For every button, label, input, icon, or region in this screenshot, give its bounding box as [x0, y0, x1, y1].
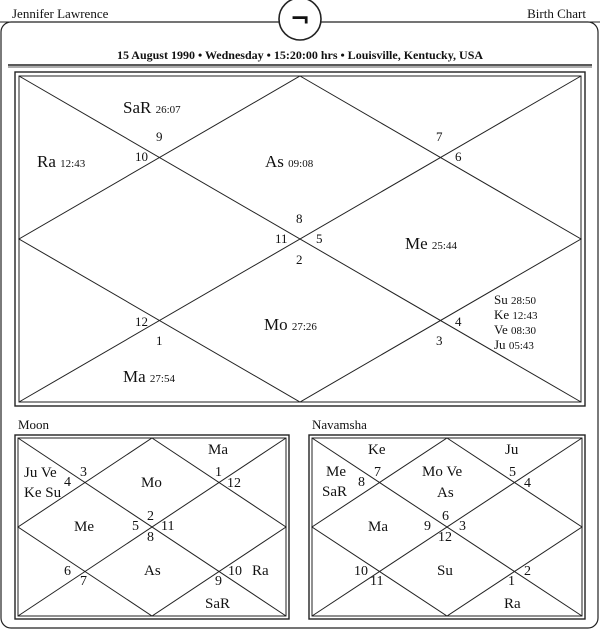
moon-house-number: 1 — [215, 465, 222, 480]
rasi-planet: SaR 26:07 — [123, 98, 181, 117]
rasi-planet: Me 25:44 — [405, 234, 457, 253]
moon-planet: Ra — [252, 563, 269, 579]
moon-house-number: 4 — [64, 475, 71, 490]
navamsha-house-number: 5 — [509, 465, 516, 480]
moon-planet: Ju Ve — [24, 465, 57, 481]
rasi-house-number: 1 — [156, 333, 163, 348]
rasi-planet: Ra 12:43 — [37, 152, 86, 171]
moon-planet: Mo — [141, 475, 162, 491]
rasi-house-number: 8 — [296, 211, 303, 226]
navamsha-planet: Ke — [368, 442, 386, 458]
moon-house-number: 8 — [147, 530, 154, 545]
moon-chart-grid — [14, 434, 290, 620]
rasi-planet: Ve 08:30 — [494, 322, 537, 337]
moon-house-number: 11 — [161, 519, 175, 534]
navamsha-chart-title: Navamsha — [312, 417, 367, 432]
rasi-planet: Ju 05:43 — [494, 337, 534, 352]
birth-details: 15 August 1990 • Wednesday • 15:20:00 hrs • Louisville, Kentucky, USA — [116, 48, 484, 62]
navamsha-chart — [308, 434, 586, 620]
navamsha-house-number: 11 — [370, 574, 384, 589]
moon-planet: Me — [74, 519, 94, 535]
moon-house-number: 5 — [132, 519, 139, 534]
moon-chart-title: Moon — [18, 417, 50, 432]
navamsha-house-number: 9 — [424, 519, 431, 534]
moon-planet: Ma — [208, 442, 228, 458]
navamsha-house-number: 1 — [508, 574, 515, 589]
moon-house-number: 10 — [228, 564, 242, 579]
moon-house-number: 3 — [80, 465, 87, 480]
rasi-house-number: 9 — [156, 129, 163, 144]
rasi-house-number: 4 — [455, 314, 462, 329]
navamsha-house-number: 4 — [524, 476, 531, 491]
navamsha-planet: Ma — [368, 519, 388, 535]
rasi-house-number: 3 — [436, 333, 443, 348]
navamsha-planet: As — [437, 485, 454, 501]
rasi-planet: Mo 27:26 — [264, 315, 317, 334]
navamsha-planet: Mo Ve — [422, 464, 463, 480]
native-name: Jennifer Lawrence — [12, 6, 109, 21]
rasi-house-number: 10 — [135, 149, 148, 164]
moon-planet: SaR — [205, 596, 231, 612]
rasi-planet: Ke 12:43 — [494, 307, 538, 322]
rasi-planet: Su 28:50 — [494, 292, 537, 307]
navamsha-planet: Me — [326, 464, 346, 480]
moon-planet: Ke Su — [24, 485, 62, 501]
navamsha-chart-grid — [308, 434, 586, 620]
moon-house-number: 7 — [80, 574, 87, 589]
navamsha-house-number: 8 — [358, 475, 365, 490]
navamsha-planet: SaR — [322, 484, 348, 500]
navamsha-house-number: 12 — [438, 530, 452, 545]
navamsha-planet: Ju — [505, 442, 519, 458]
rasi-house-number: 6 — [455, 149, 462, 164]
moon-house-number: 2 — [147, 509, 154, 524]
navamsha-house-number: 3 — [459, 519, 466, 534]
moon-chart — [14, 434, 290, 620]
moon-house-number: 9 — [215, 574, 222, 589]
rasi-house-number: 7 — [436, 129, 443, 144]
logo-icon: ¬ — [289, 5, 311, 33]
moon-house-number: 12 — [227, 476, 241, 491]
navamsha-house-number: 7 — [374, 465, 381, 480]
rasi-planet: Ma 27:54 — [123, 367, 175, 386]
rasi-house-number: 5 — [316, 231, 323, 246]
rasi-chart — [14, 71, 586, 407]
moon-house-number: 6 — [64, 564, 71, 579]
navamsha-house-number: 2 — [524, 564, 531, 579]
navamsha-house-number: 10 — [354, 564, 368, 579]
rasi-chart-grid — [14, 71, 586, 407]
rasi-house-number: 12 — [135, 314, 148, 329]
navamsha-house-number: 6 — [442, 509, 449, 524]
navamsha-planet: Ra — [504, 596, 521, 612]
navamsha-planet: Su — [437, 563, 453, 579]
rasi-house-number: 11 — [275, 231, 288, 246]
rasi-planet: As 09:08 — [265, 152, 314, 171]
chart-title: Birth Chart — [527, 6, 586, 21]
moon-planet: As — [144, 563, 161, 579]
rasi-house-number: 2 — [296, 252, 303, 267]
